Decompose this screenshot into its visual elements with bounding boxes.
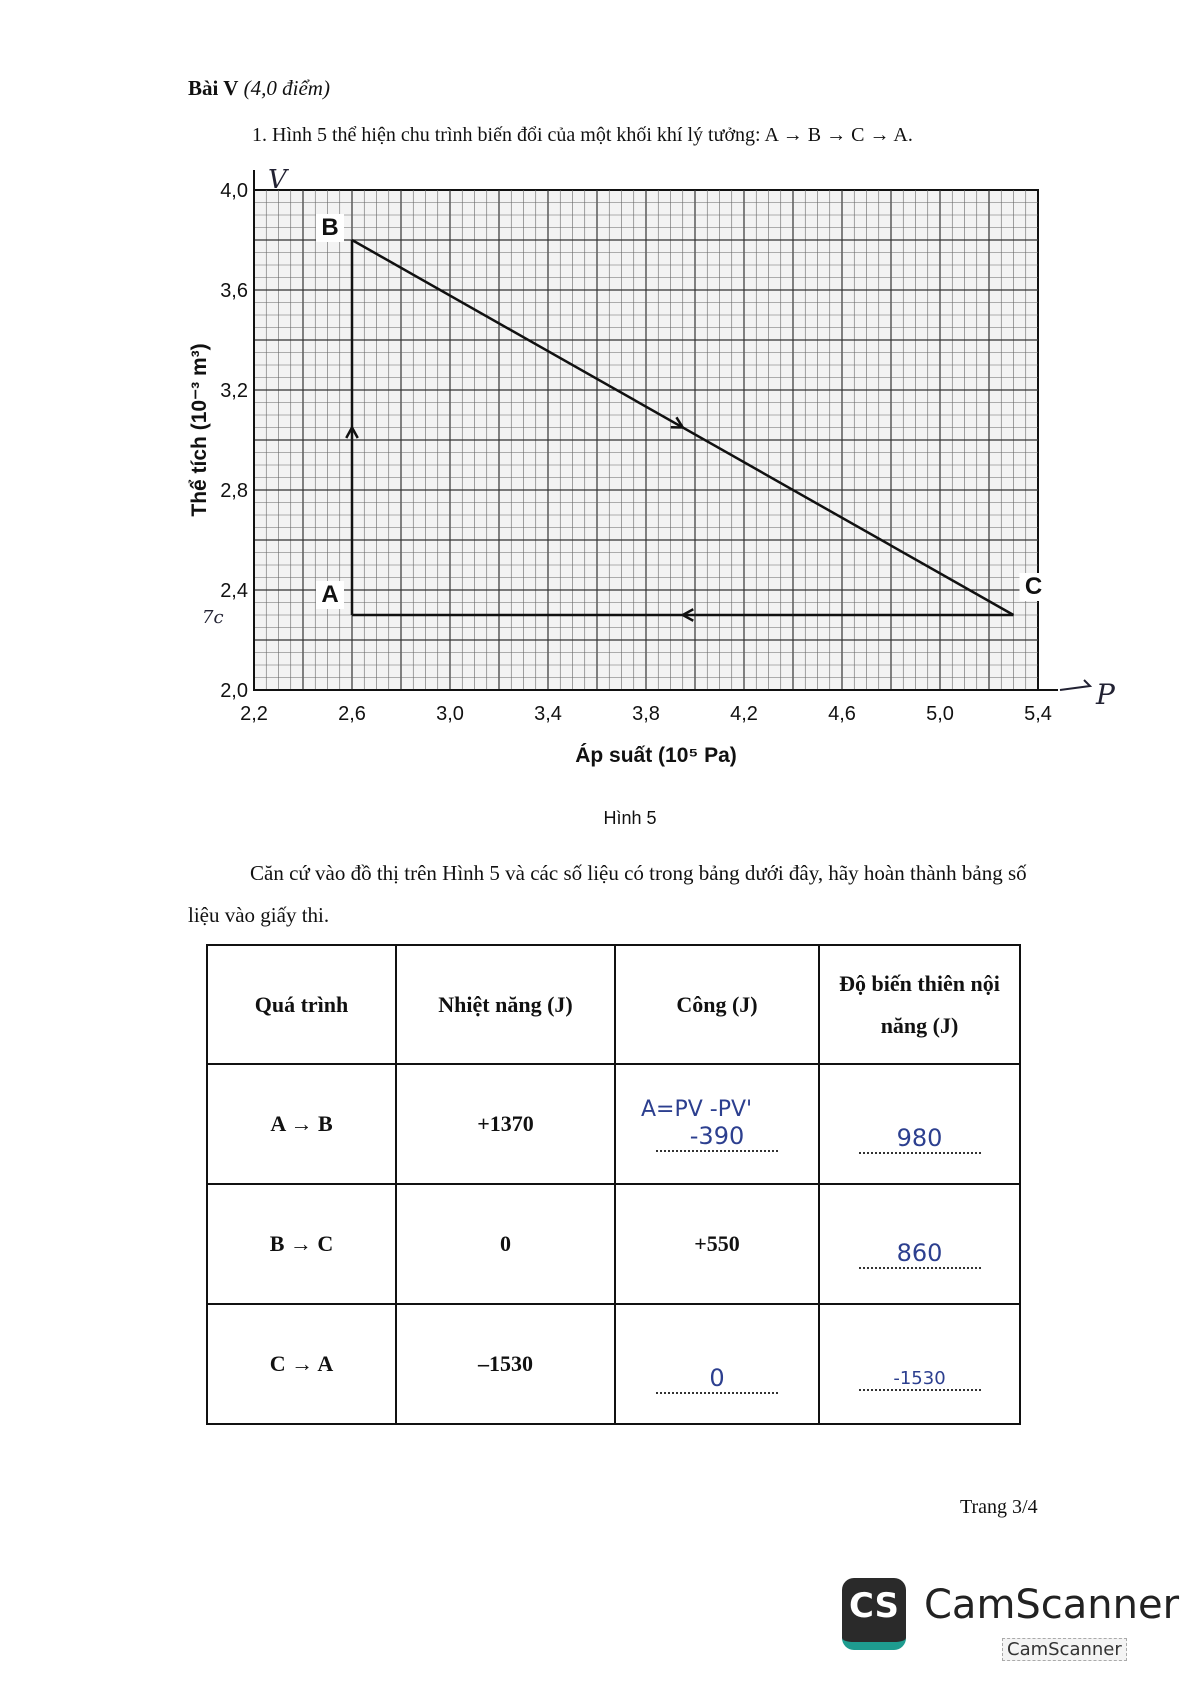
table-row bbox=[207, 1304, 1020, 1424]
handwritten-p-axis: P bbox=[1096, 678, 1115, 711]
camscanner-logo-text: CS bbox=[848, 1586, 900, 1626]
cell-internal-energy bbox=[819, 1184, 1020, 1304]
cell-work-note: A=PV -PV' bbox=[641, 1096, 753, 1122]
header-heat: Nhiệt năng (J) bbox=[396, 945, 615, 1064]
x-tick-label: 5,0 bbox=[926, 703, 954, 725]
handwritten-v-axis: V bbox=[268, 165, 287, 195]
cell-work: +550 bbox=[615, 1184, 819, 1304]
camscanner-logo-icon bbox=[842, 1578, 906, 1650]
y-tick-label: 2,4 bbox=[220, 580, 248, 602]
x-tick-label: 4,6 bbox=[828, 703, 856, 725]
cell-internal-value: 980 bbox=[859, 1124, 981, 1154]
y-tick-label: 3,6 bbox=[220, 280, 248, 302]
cell-internal-energy bbox=[819, 1064, 1020, 1184]
header-process: Quá trình bbox=[207, 945, 396, 1064]
figure-caption: Hình 5 bbox=[603, 808, 657, 828]
cell-internal-value: 860 bbox=[859, 1239, 981, 1269]
table-header-row bbox=[207, 945, 1020, 1064]
table-row bbox=[207, 1064, 1020, 1184]
x-axis-label: Áp suất (10⁵ Pa) bbox=[575, 744, 737, 767]
cell-heat: –1530 bbox=[396, 1304, 615, 1424]
cell-work-value: -390 bbox=[656, 1122, 778, 1152]
instruction-text: Căn cứ vào đồ thị trên Hình 5 và các số liệu có trong bảng dưới đây, hãy hoàn thành bảng số liệu vào giấy thi. bbox=[188, 861, 1027, 927]
cell-work bbox=[615, 1064, 819, 1184]
camscanner-watermark bbox=[842, 1578, 1180, 1660]
point-label-c: C bbox=[1024, 573, 1043, 600]
camscanner-brand: CamScanner bbox=[924, 1582, 1180, 1628]
y-axis-label: Thể tích (10⁻³ m³) bbox=[188, 343, 211, 517]
exercise-intro: 1. Hình 5 thể hiện chu trình biến đổi của một khối khí lý tưởng: A → B → C → A. bbox=[252, 124, 913, 146]
point-label-a: A bbox=[321, 581, 339, 608]
cell-process: C → A bbox=[207, 1304, 396, 1424]
cell-internal-energy bbox=[819, 1304, 1020, 1424]
cell-heat: 0 bbox=[396, 1184, 615, 1304]
header-work: Công (J) bbox=[615, 945, 819, 1064]
table-row bbox=[207, 1184, 1020, 1304]
cell-work bbox=[615, 1304, 819, 1424]
cell-internal-value: -1530 bbox=[859, 1368, 981, 1391]
y-tick-label: 2,8 bbox=[220, 480, 248, 502]
x-tick-label: 3,4 bbox=[534, 703, 562, 725]
x-tick-label: 2,6 bbox=[338, 703, 366, 725]
page-number: Trang 3/4 bbox=[960, 1496, 1038, 1518]
x-tick-label: 3,0 bbox=[436, 703, 464, 725]
header-internal-energy: Độ biến thiên nội năng (J) bbox=[819, 945, 1020, 1064]
cell-process: A → B bbox=[207, 1064, 396, 1184]
exercise-points: (4,0 điểm) bbox=[243, 76, 330, 100]
cell-heat: +1370 bbox=[396, 1064, 615, 1184]
y-tick-label: 2,0 bbox=[220, 680, 248, 702]
y-tick-label: 4,0 bbox=[220, 180, 248, 202]
handwritten-y-value: 7c bbox=[202, 607, 224, 628]
cell-process: B → C bbox=[207, 1184, 396, 1304]
exercise-title-label: Bài V bbox=[188, 76, 239, 100]
x-tick-label: 5,4 bbox=[1024, 703, 1052, 725]
y-tick-label: 3,2 bbox=[220, 380, 248, 402]
exercise-title bbox=[188, 76, 330, 101]
camscanner-small-brand: CamScanner bbox=[1002, 1638, 1127, 1661]
cell-work-value: 0 bbox=[656, 1364, 778, 1394]
handwritten-p-arrow bbox=[1060, 680, 1090, 690]
x-tick-label: 2,2 bbox=[240, 703, 268, 725]
data-table bbox=[206, 944, 1021, 1425]
x-tick-label: 4,2 bbox=[730, 703, 758, 725]
point-label-b: B bbox=[321, 214, 339, 241]
pv-cycle-chart bbox=[180, 150, 1140, 790]
x-tick-label: 3,8 bbox=[632, 703, 660, 725]
